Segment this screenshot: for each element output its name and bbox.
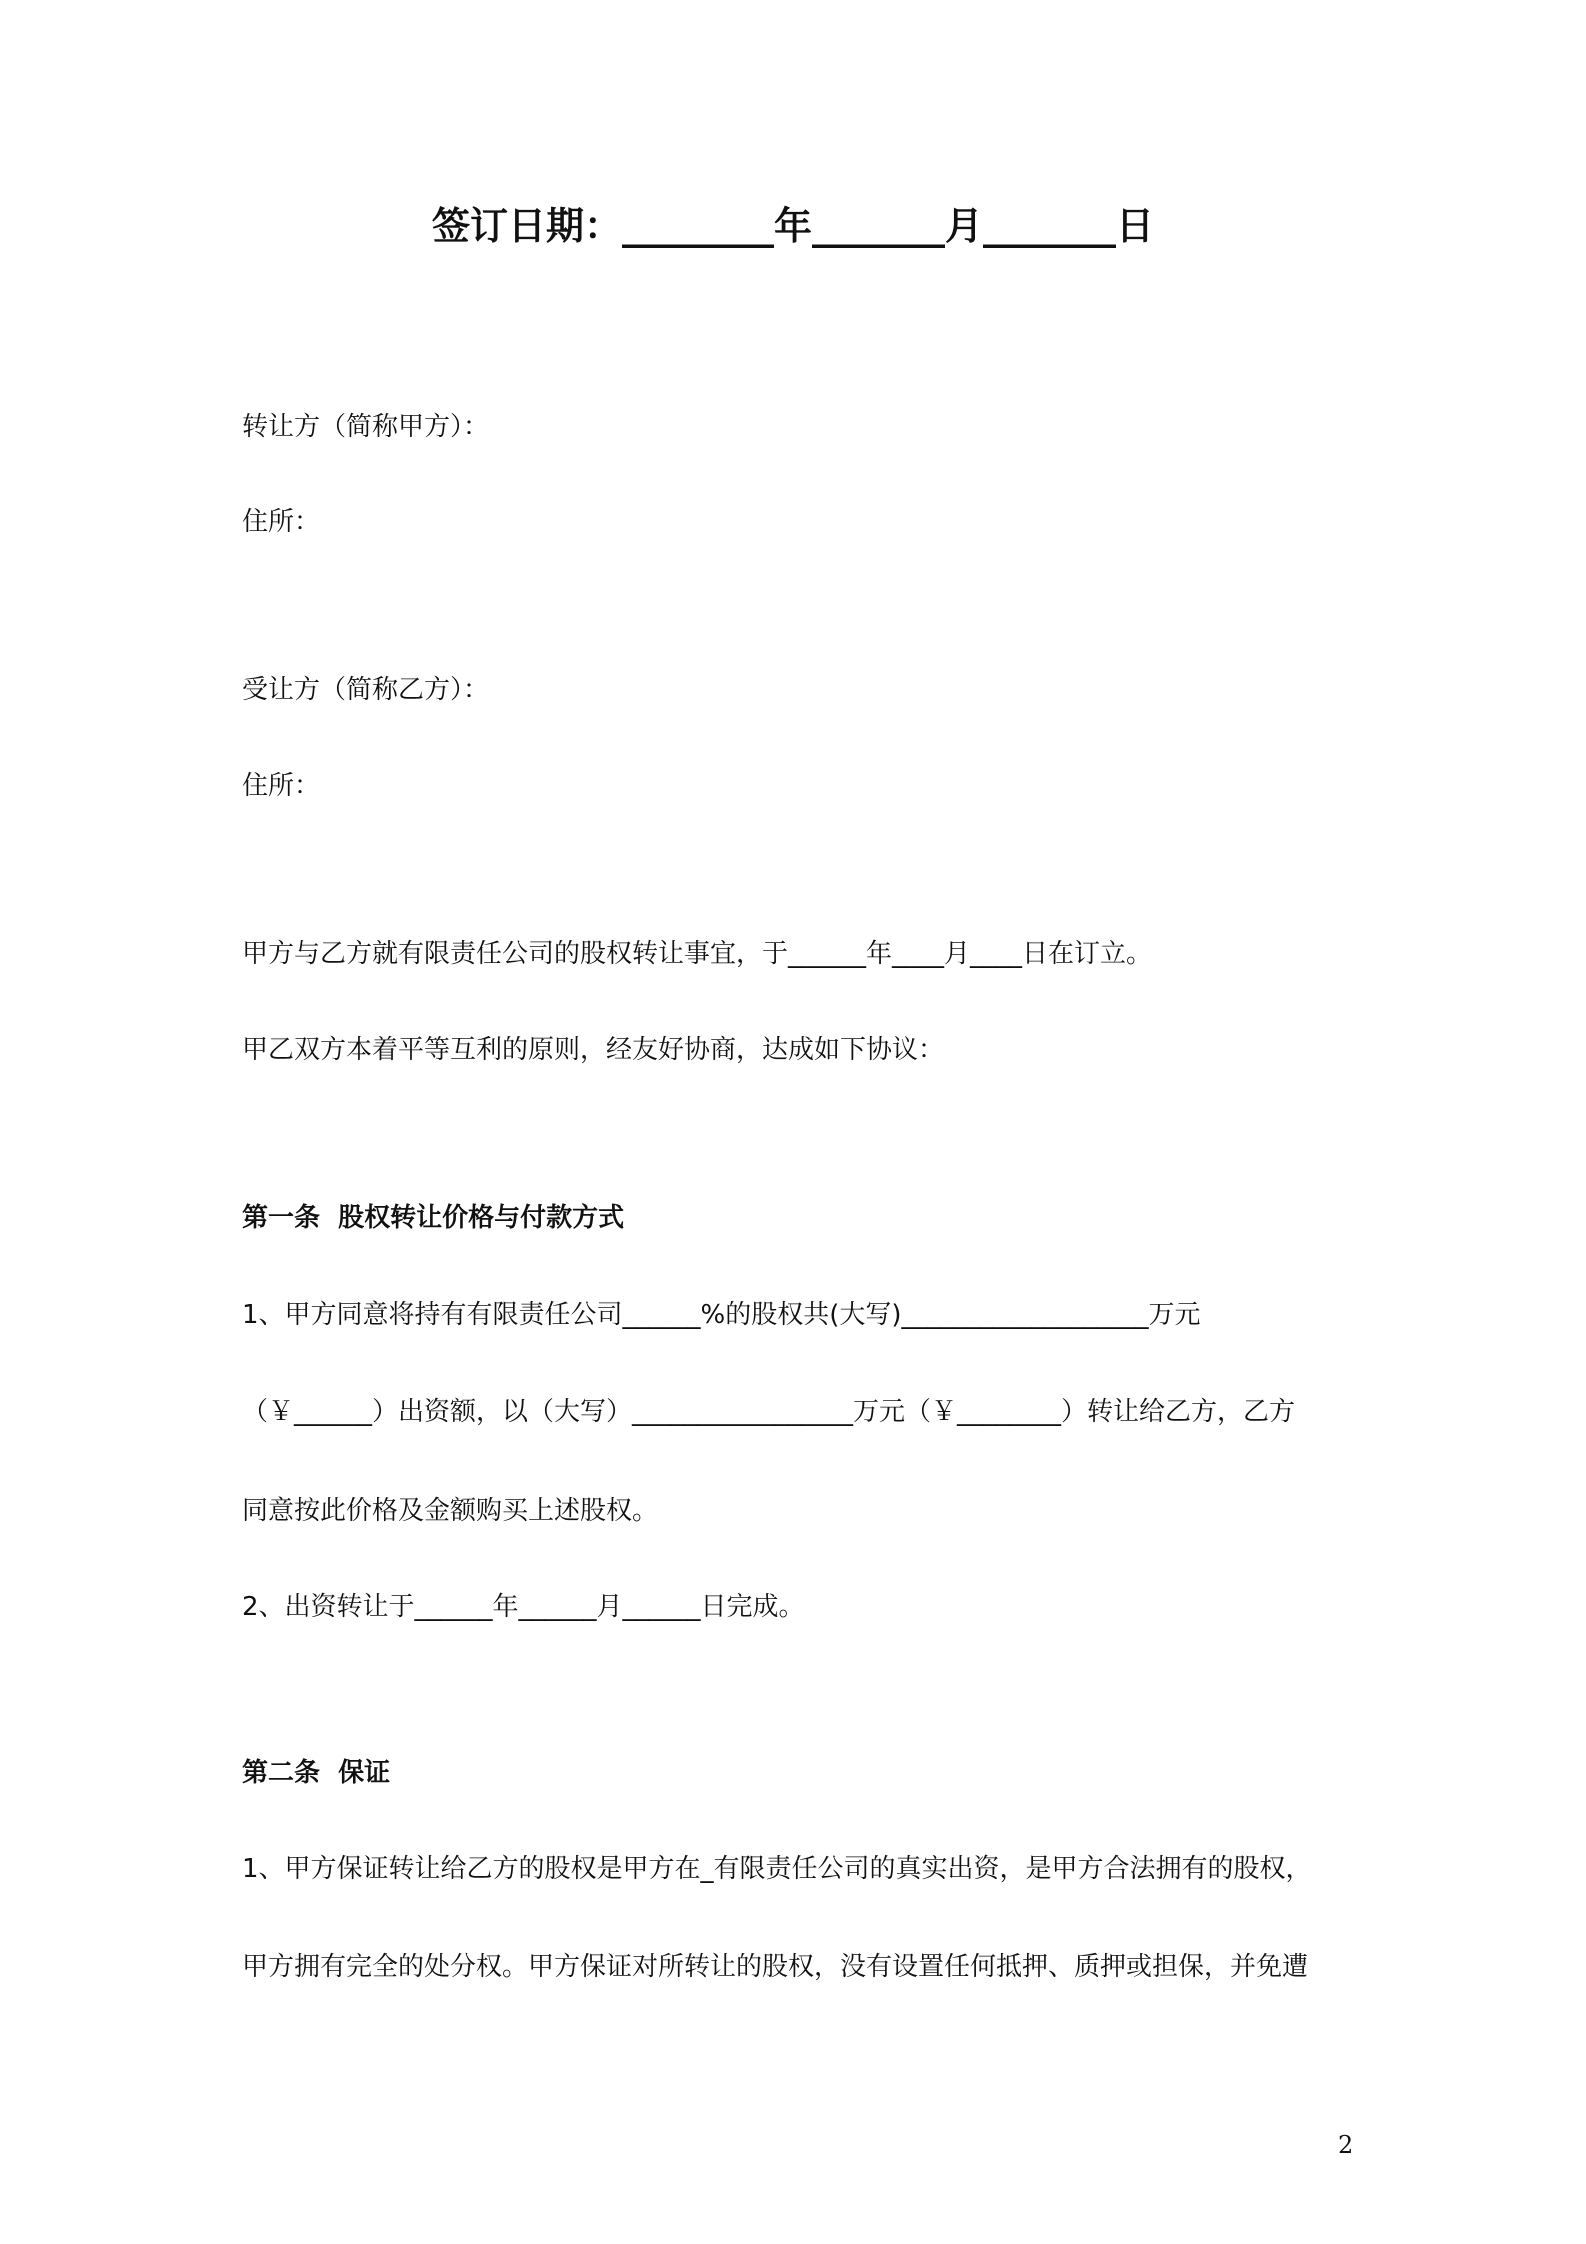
signing-date-title: 签订日期：________年_______月_______日 [431, 204, 1154, 248]
transferee-label: 受让方（简称乙方）： [242, 675, 490, 705]
article-2-line-1: 1、甲方保证转让给乙方的股权是甲方在_有限责任公司的真实出资，是甲方合法拥有的股权， [242, 1854, 1312, 1884]
intro-paragraph-2: 甲乙双方本着平等互利的原则，经友好协商，达成如下协议： [242, 1035, 945, 1065]
transferor-address-label: 住所： [242, 507, 321, 537]
intro-paragraph-1: 甲方与乙方就有限责任公司的股权转让事宜，于______年____月____日在订立。 [242, 939, 1153, 969]
article-1-line-2: （￥______）出资额，以（大写）_________________万元（￥________）转让给乙方，乙方 [242, 1397, 1296, 1427]
article-2-heading: 第二条 保证 [242, 1758, 391, 1788]
transferor-label: 转让方（简称甲方）： [242, 412, 490, 442]
article-2-line-2: 甲方拥有完全的处分权。甲方保证对所转让的股权，没有设置任何抵押、质押或担保，并免遭 [242, 1952, 1309, 1982]
article-1-line-1: 1、甲方同意将持有有限责任公司______%的股权共(大写)___________________万元 [242, 1300, 1201, 1330]
article-1-line-3: 同意按此价格及金额购买上述股权。 [242, 1496, 659, 1526]
page-number: 2 [1338, 2131, 1354, 2159]
transferee-address-label: 住所： [242, 771, 321, 801]
article-1-heading: 第一条 股权转让价格与付款方式 [242, 1203, 625, 1233]
article-1-line-4: 2、出资转让于______年______月______日完成。 [242, 1592, 805, 1622]
